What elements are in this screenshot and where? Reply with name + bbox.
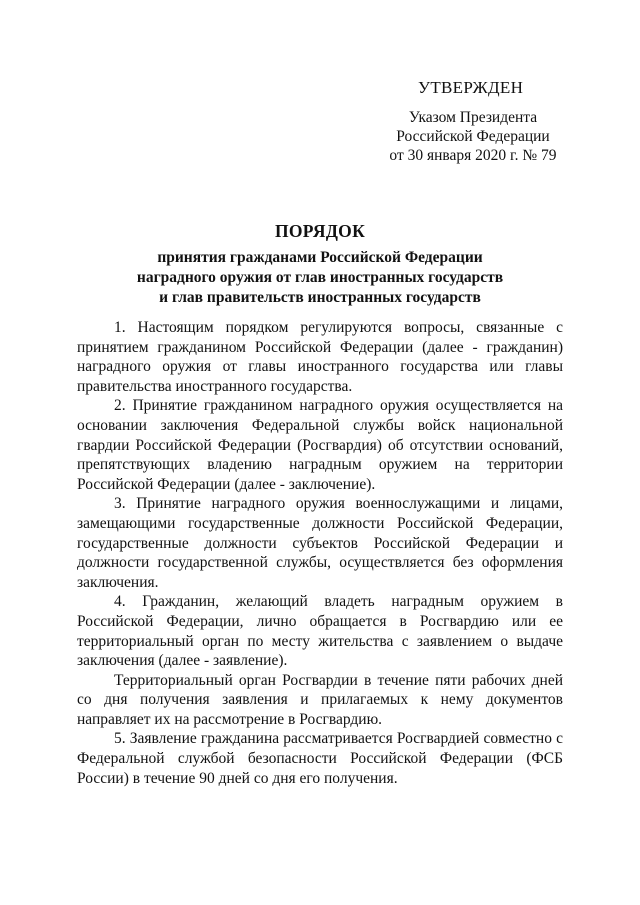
subtitle-line-2: наградного оружия от глав иностранных государств bbox=[136, 269, 504, 286]
subtitle-line-1: принятия гражданами Российской Федерации bbox=[157, 249, 483, 266]
approval-stamp bbox=[378, 78, 568, 165]
paragraph-6: 5. Заявление гражданина рассматривается Росгвардией совместно с Федеральной службой безопасности Российской Федерации (ФСБ России) в течение 90 дней со дня его получения. bbox=[77, 730, 563, 787]
paragraph-4: 4. Гражданин, желающий владеть наградным оружием в Российской Федерации, лично обращается в Росгвардию или ее территориальный орган по месту жительства с заявлением о выдаче заключения (далее - заявление). bbox=[77, 593, 563, 670]
approved-heading: УТВЕРЖДЕН bbox=[418, 78, 524, 97]
subtitle-line-3: и глав правительств иностранных государств bbox=[159, 289, 481, 306]
document-title bbox=[60, 220, 580, 308]
paragraph-2: 2. Принятие гражданином наградного оружия осуществляется на основании заключения Федеральной службы войск национальной гвардии Российской Федерации (Росгвардия) об отсутствии оснований, препятствующих владению наградным оружием на территории Российской Федерации (далее - заключение). bbox=[77, 397, 563, 493]
paragraph-3: 3. Принятие наградного оружия военнослужащими и лицами, замещающими государственные должности Российской Федерации, государственные должности субъектов Российской Федерации и должности государственной службы, осуществляется без оформления заключения. bbox=[77, 495, 563, 591]
decree-line-1: Указом Президента bbox=[408, 109, 538, 126]
decree-line-3: от 30 января 2020 г. № 79 bbox=[389, 147, 557, 164]
decree-reference bbox=[378, 108, 568, 165]
document-body bbox=[77, 318, 563, 788]
decree-line-2: Российской Федерации bbox=[396, 128, 550, 145]
title-main: ПОРЯДОК bbox=[274, 221, 366, 241]
paragraph-5: Территориальный орган Росгвардии в течение пяти рабочих дней со дня получения заявления и прилагаемых к нему документов направляет их на рассмотрение в Росгвардию. bbox=[77, 671, 563, 728]
title-subtitle bbox=[60, 248, 580, 308]
paragraph-1: 1. Настоящим порядком регулируются вопросы, связанные с принятием гражданином Российской Федерации (далее - гражданин) наградного оружия от главы иностранного государства или главы правительства иностранного государства. bbox=[77, 319, 563, 395]
